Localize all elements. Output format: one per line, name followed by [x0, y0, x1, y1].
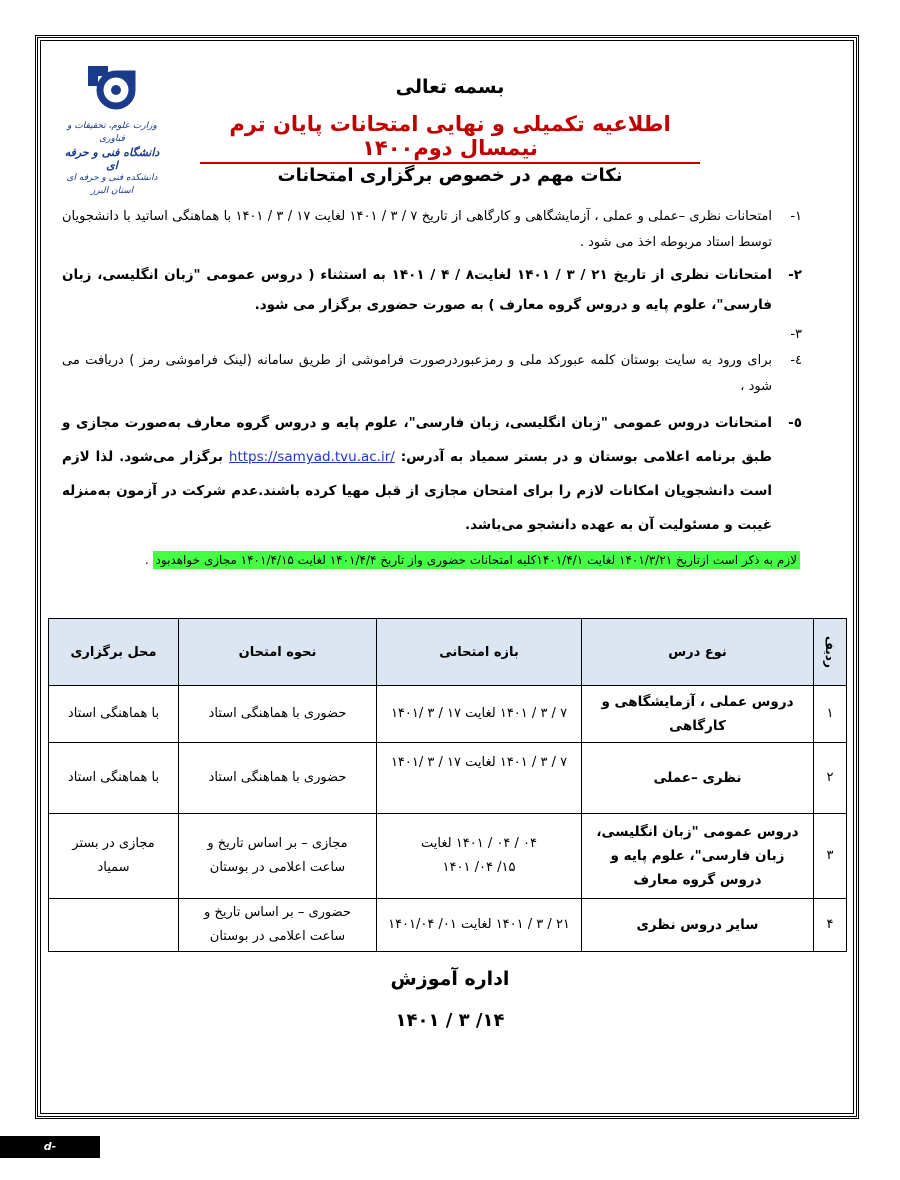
highlight-note [80, 553, 800, 567]
cell-period: ۰۴ / ۰۴ / ۱۴۰۱ لغایت ۱۵/ ۰۴/ ۱۴۰۱ [377, 814, 582, 899]
issue-date: ۱۴/ ۳ / ۱۴۰۱ [395, 1010, 505, 1031]
site-watermark: d-karaj.nus.ac.ir [0, 1136, 100, 1158]
item-number: ۱- [790, 209, 802, 224]
cell-location [49, 899, 179, 952]
bismillah-heading: بسمه تعالی [395, 76, 505, 98]
cell-location: با هماهنگی استاد [49, 686, 179, 743]
cell-course: نظری –عملی [582, 743, 814, 814]
table-row [49, 814, 847, 899]
list-item [62, 406, 802, 542]
page-border-inner [40, 40, 854, 1114]
item-text: امتحانات نظری از تاریخ ۲۱ / ۳ / ۱۴۰۱ لغایت۸ / ۴ / ۱۴۰۱ به استثناء ( دروس عمومی "زبان انگلیسی، زبان فارسی"، علوم پایه و دروس گروه معارف ) به صورت حضوری برگزار می شود. [62, 267, 772, 313]
exam-schedule-table [48, 618, 847, 952]
logo-caption [58, 120, 166, 198]
item-number: ٤- [790, 353, 802, 368]
cell-period: ۲۱ / ۳ / ۱۴۰۱ لغایت ۰۱/ ۱۴۰۱/۰۴ [377, 899, 582, 952]
cell-location: با هماهنگی استاد [49, 743, 179, 814]
page-subtitle: نکات مهم در خصوص برگزاری امتحانات [277, 165, 623, 186]
item-number: ۲- [788, 267, 802, 283]
table-row [49, 743, 847, 814]
item-text: برای ورود به سایت بوستان کلمه عبورکد ملی و رمزعبوردرصورت فراموشی از طریق سامانه (لینک فراموشی رمز ) دریافت می شود ، [62, 353, 772, 394]
cell-method: حضوری – بر اساس تاریخ و ساعت اعلامی در بوستان [179, 899, 377, 952]
cell-index: ۴ [814, 899, 847, 952]
logo-line: دانشکده فنی و حرفه ای استان البرز [66, 173, 158, 196]
cell-index: ۳ [814, 814, 847, 899]
note-tail: . [144, 553, 149, 567]
cell-period: ۷ / ۳ / ۱۴۰۱ لغایت ۱۷ / ۳ /۱۴۰۱ [377, 686, 582, 743]
logo-line: وزارت علوم، تحقیقات و فناوری [67, 121, 157, 144]
header-cell: نوع درس [582, 619, 814, 686]
list-item [62, 260, 802, 320]
item-text: امتحانات نظری –عملی و عملی ، آزمایشگاهی و کارگاهی از تاریخ ۷ / ۳ / ۱۴۰۱ لغایت ۱۷ / ۳ / ۱۴۰۱ با هماهنگی اساتید با دانشجویان توسط استاد مربوطه اخذ می شود . [62, 209, 772, 250]
highlighted-text: لازم به ذکر است ازتاریخ ۱۴۰۱/۳/۲۱ لغایت ۱۴۰۱/۴/۱کلیه امتحانات حضوری واز تاریخ ۱۴۰۱/۴/۴ لغایت ۱۴۰۱/۴/۱۵ مجازی خواهدبود [153, 551, 800, 569]
cell-index: ۲ [814, 743, 847, 814]
page-title: اطلاعیه تکمیلی و نهایی امتحانات پایان ترم نیمسال دوم۱۴۰۰ [200, 112, 700, 164]
list-item [62, 322, 802, 348]
office-signature: اداره آموزش [390, 968, 510, 990]
cell-course: دروس عمومی "زبان انگلیسی، زبان فارسی"، علوم پایه و دروس گروه معارف [582, 814, 814, 899]
header-cell: نحوه امتحان [179, 619, 377, 686]
cell-method: مجازی – بر اساس تاریخ و ساعت اعلامی در بوستان [179, 814, 377, 899]
table-row [49, 899, 847, 952]
item-text-a: امتحانات دروس عمومی "زبان انگلیسی، زبان فارسی"، علوم پایه و دروس گروه معارف به‌صورت مجازی و طبق برنامه اعلامی بوستان و در بستر سمیاد به آدرس: [62, 415, 772, 465]
cell-course: دروس عملی ، آزمایشگاهی و کارگاهی [582, 686, 814, 743]
cell-method: حضوری با هماهنگی استاد [179, 743, 377, 814]
notes-list [62, 204, 802, 542]
header-cell: محل برگزاری [49, 619, 179, 686]
header-cell: ردیف [814, 619, 847, 686]
cell-location: مجازی در بستر سمیاد [49, 814, 179, 899]
cell-course: سایر دروس نظری [582, 899, 814, 952]
header-cell: بازه امتحانی [377, 619, 582, 686]
logo-line: دانشگاه فنی و حرفه ای [64, 146, 160, 172]
item-text [768, 327, 772, 342]
table-row [49, 686, 847, 743]
list-item [62, 204, 802, 256]
list-item [62, 348, 802, 400]
item-number: ۳- [790, 327, 802, 342]
samyad-link[interactable]: https://samyad.tvu.ac.ir/ [228, 449, 395, 465]
item-number: ٥- [788, 415, 802, 431]
cell-index: ۱ [814, 686, 847, 743]
table-header-row [49, 619, 847, 686]
cell-period: ۷ / ۳ / ۱۴۰۱ لغایت ۱۷ / ۳ /۱۴۰۱ [377, 743, 582, 814]
item-text-b: برگزار می‌شود. لذا لازم است دانشجویان امکانات لازم را برای امتحان مجازی از قبل مهیا کرده باشند.عدم شرکت در آزمون به‌منزله غیبت و مسئولیت آن به عهده دانشجو می‌باشد. [62, 449, 772, 533]
cell-method: حضوری با هماهنگی استاد [179, 686, 377, 743]
